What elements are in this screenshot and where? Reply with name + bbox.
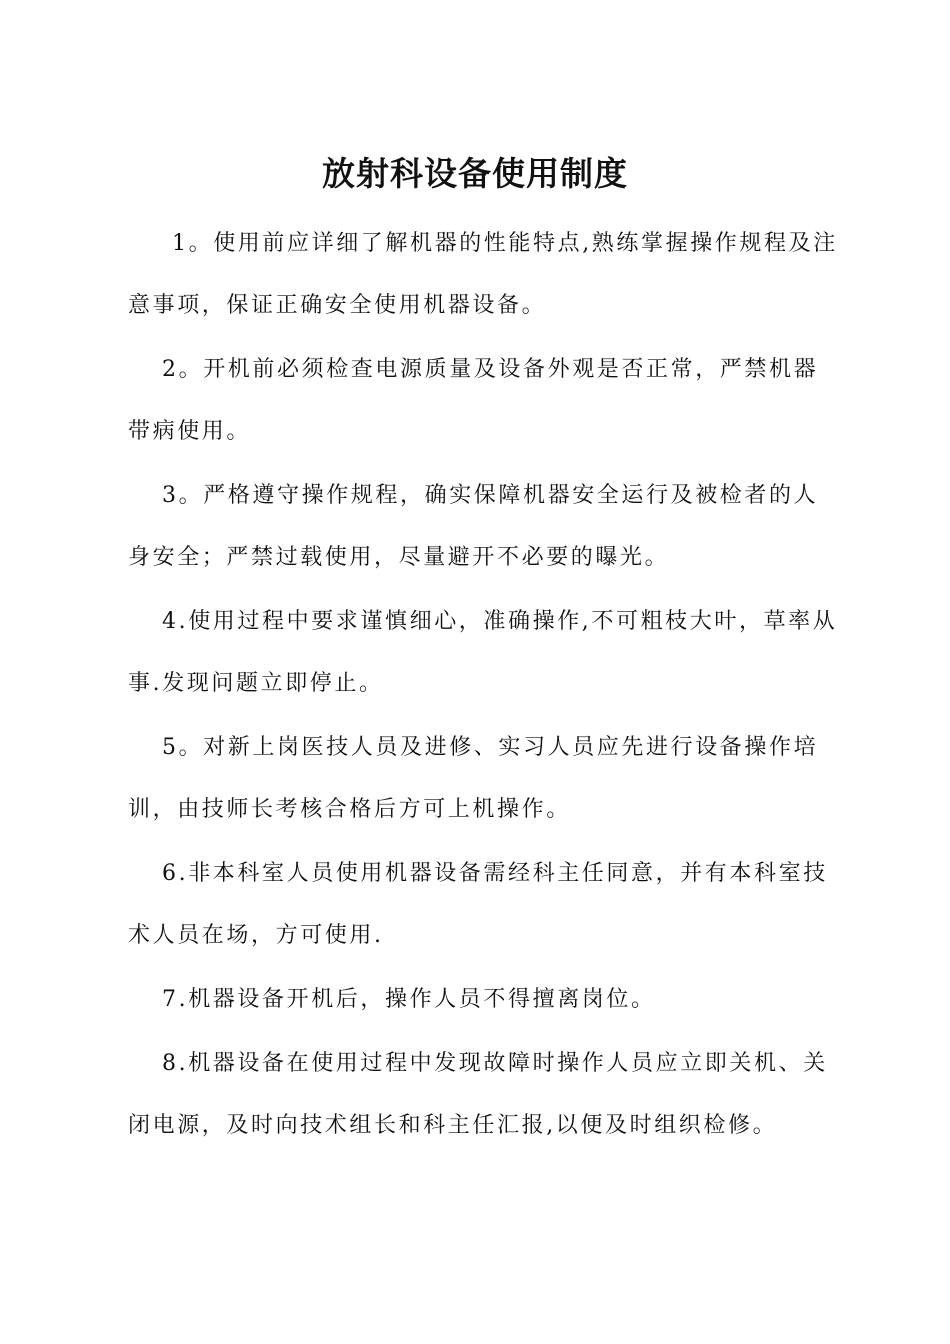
regulation-item-6: 6.非本科室人员使用机器设备需经科主任同意，并有本科室技术人员在场，方可使用.: [128, 861, 828, 948]
regulation-item-7: 7.机器设备开机后，操作人员不得擅离岗位。: [162, 987, 656, 1012]
regulation-item-5: 5。对新上岗医技人员及进修、实习人员应先进行设备操作培训，由技师长考核合格后方可上机操作。: [128, 735, 819, 822]
regulation-item-3: 3。严格遵守操作规程，确实保障机器安全运行及被检者的人身安全；严禁过载使用，尽量避开不必要的曝光。: [128, 483, 819, 570]
regulation-item-1: 1。使用前应详细了解机器的性能特点,熟练掌握操作规程及注意事项，保证正确安全使用机器设备。: [128, 231, 838, 318]
regulation-list: [128, 213, 840, 1159]
regulation-item-8: 8.机器设备在使用过程中发现故障时操作人员应立即关机、关闭电源，及时向技术组长和科主任汇报,以便及时组织检修。: [128, 1051, 828, 1138]
regulation-item-2: 2。开机前必须检查电源质量及设备外观是否正常，严禁机器带病使用。: [128, 357, 819, 444]
page-title: 放射科设备使用制度: [322, 154, 628, 193]
regulation-item-4: 4.使用过程中要求谨慎细心，准确操作,不可粗枝大叶，草率从事.发现问题立即停止。: [128, 609, 838, 696]
